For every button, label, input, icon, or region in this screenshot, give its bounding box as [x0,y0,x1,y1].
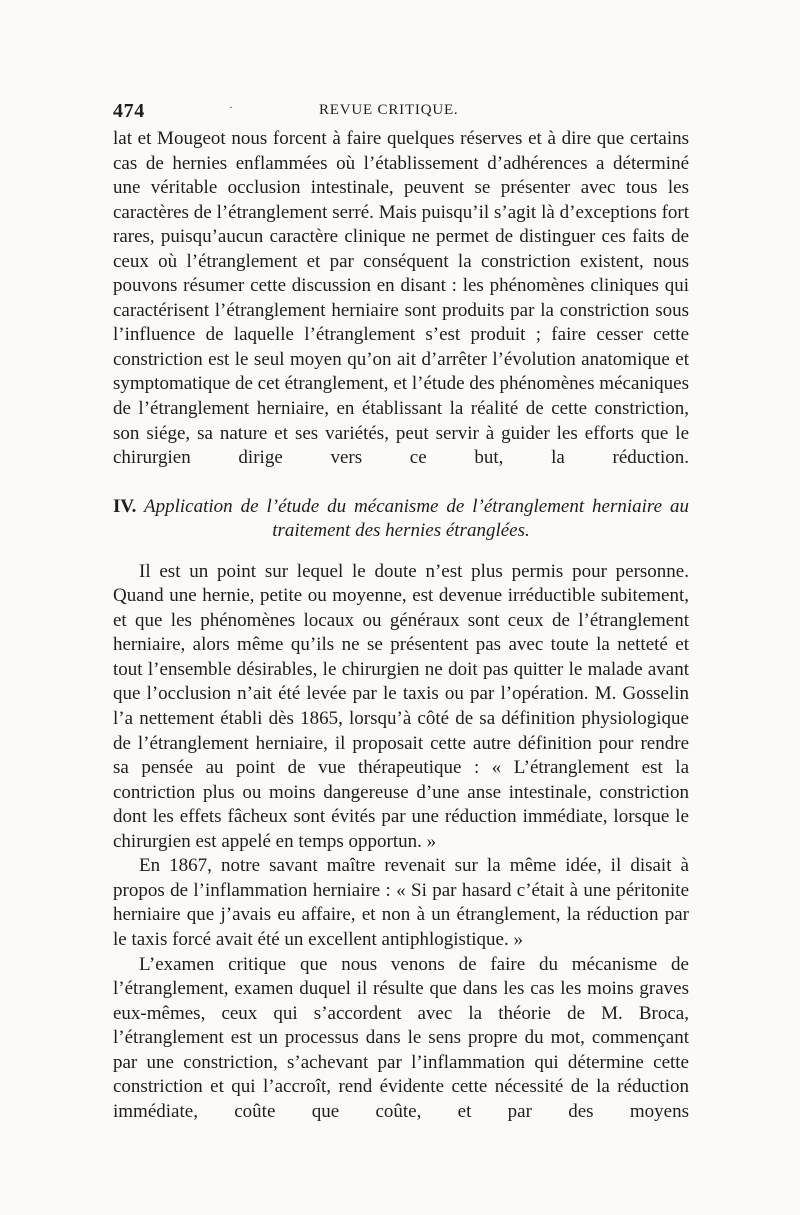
section-title-line-2: traitement des hernies étranglées. [272,520,530,542]
page-header [113,100,689,126]
paragraph-2: Il est un point sur lequel le doute n’est plus permis pour personne. Quand une hernie, petite ou moyenne, est devenue irréductible subitement, et que les phénomènes locaux ou généraux sont ceux de l’étranglement herniaire, alors même qu’ils ne se présentent pas avec toute la netteté et tout l’ensemble désirables, le chirurgien ne doit pas quitter le malade avant que l’occlusion n’ait été levée par le taxis ou par l’opération. M. Gosselin l’a nettement établi dès 1865, lorsqu’à côté de sa définition physiologique de l’étranglement herniaire, il proposait cette autre définition pour rendre sa pensée au point de vue thérapeutique : « L’étranglement est la contriction plus ou moins dangereuse d’une anse intestinale, constriction dont les effets fâcheux sont évités par une réduction immédiate, lorsque le chirurgien est appelé en temps opportun. » [113,560,689,852]
paragraph-4: L’examen critique que nous venons de faire du mécanisme de l’étranglement, examen duquel il résulte que dans les cas les moins graves eux-mêmes, ceux qui s’accordent avec la théorie de M. Broca, l’étranglement est un processus dans le sens propre du mot, commençant par une constriction, s’achevant par l’inflammation qui détermine cette constriction et qui l’accroît, rend évidente cette nécessité de la réduction immédiate, coûte que coûte, et par des moyens [113,953,689,1122]
paragraph-3: En 1867, notre savant maître revenait sur la même idée, il disait à propos de l’inflammation herniaire : « Si par hasard c’était à une péritonite herniaire que j’avais eu affaire, et non à un étranglement, la réduction par le taxis forcé avait été un excellent antiphlogistique. » [113,855,689,950]
section-heading-line-1 [113,495,689,520]
running-title: REVUE CRITIQUE. [319,102,459,118]
section-title-line-1: Application de l’étude du mécanisme de l’étranglement herniaire au [144,495,689,517]
section-heading [113,495,689,544]
section-number: IV. [113,495,137,517]
main-text-block [113,127,689,1124]
paragraph-1: lat et Mougeot nous forcent à faire quelques réserves et à dire que certains cas de hernies enflammées où l’établissement d’adhérences a déterminé une véritable occlusion intestinale, peuvent se présenter avec tous les caractères de l’étranglement serré. Mais puisqu’il s’agit là d’exceptions fort rares, puisqu’aucun caractère clinique ne permet de distinguer ces faits de ceux où l’étranglement et par conséquent la constriction existent, nous pouvons résumer cette discussion en disant : les phénomènes cliniques qui caractérisent l’étranglement herniaire sont produits par la constriction sous l’influence de laquelle l’étranglement s’est produit ; faire cesser cette constriction est le seul moyen qu’on ait d’arrêter l’évolution anatomique et symptomatique de cet étranglement, et l’étude des phénomènes mécaniques de l’étranglement herniaire, en établissant la réalité de cette constriction, son siége, sa nature et ses variétés, peut servir à guider les efforts que le chirurgien dirige vers ce but, la réduction. [113,128,689,469]
ink-dot-mark: · [229,100,233,114]
page-number: 474 [113,100,145,122]
